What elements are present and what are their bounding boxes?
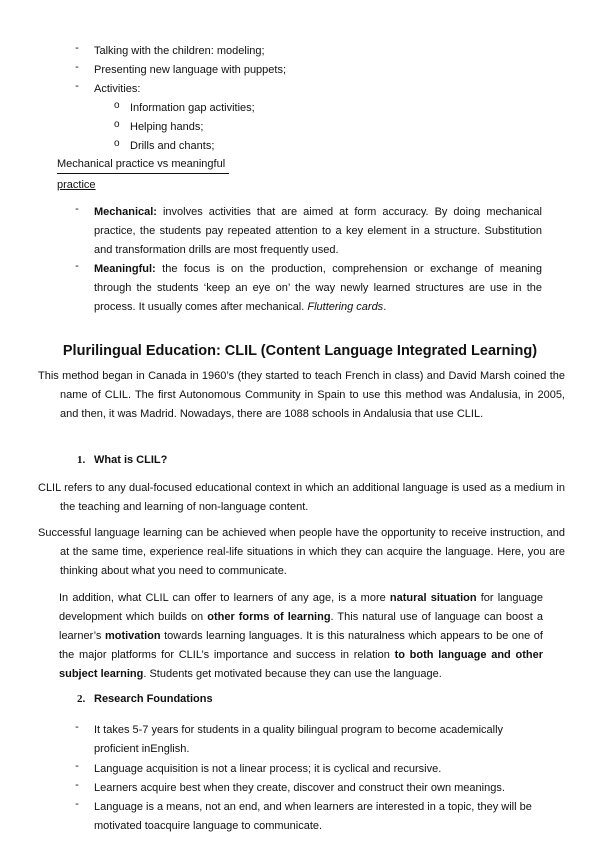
question-number: 2. <box>77 693 86 705</box>
question-title: Research Foundations <box>94 693 213 705</box>
meaningful-item <box>94 260 542 317</box>
addition-text-4: towards learning languages. It is this naturalness which appears to be one of the major platforms for CLIL’s importance and success in relation <box>59 630 543 661</box>
question-title: What is CLIL? <box>94 454 168 466</box>
intro-paragraph: This method began in Canada in 1960’s (they started to teach French in class) and David Marsh coined the name of CLIL. The first Autonomous Community in Spain to use this method was Andalusia, in 2005, and then, it was Madrid. Nowadays, there are 1088 schools in Andalusia that use CLIL. <box>38 370 565 420</box>
bullet-dash-icon: - <box>75 203 79 215</box>
research-item: It takes 5-7 years for students in a quality bilingual program to become academically proficient inEnglish. <box>94 724 504 755</box>
research-item: Learners acquire best when they create, discover and construct their own meanings. <box>94 782 505 794</box>
bullet-dash-icon: - <box>75 721 79 733</box>
list-item: Talking with the children: modeling; <box>94 45 265 57</box>
bullet-dash-icon: - <box>75 260 79 272</box>
section-title: Plurilingual Education: CLIL (Content Language Integrated Learning) <box>62 343 538 359</box>
addition-paragraph <box>59 589 543 684</box>
bullet-dash-icon: - <box>75 80 79 92</box>
addition-text-2: for language development which builds on <box>59 592 543 623</box>
addition-bold-3: motivation <box>104 630 161 642</box>
addition-bold-4: to both language and other subject learning <box>59 649 543 680</box>
subheading-line1: Mechanical practice vs meaningful <box>57 156 229 174</box>
meaningful-text: the focus is on the production, comprehension or exchange of meaning through the students ‘keep an eye on’ the way newly learned structures are use in the process. It usually comes after mechanical. <box>94 263 542 313</box>
addition-text-1: In addition, what CLIL can offer to learners of any age, is a more <box>59 592 386 604</box>
subheading-line2: practice <box>57 179 96 191</box>
meaningful-end: . <box>383 301 387 313</box>
bullet-dash-icon: - <box>75 42 79 54</box>
sub-list-item: Helping hands; <box>130 121 204 133</box>
mechanical-label: Mechanical: <box>94 206 157 218</box>
addition-text-5: . Students get motivated because they can use the language. <box>143 668 442 680</box>
bullet-dash-icon: - <box>75 779 79 791</box>
sub-list-item: Information gap activities; <box>130 102 255 114</box>
bullet-dash-icon: - <box>75 61 79 73</box>
mechanical-text: involves activities that are aimed at form accuracy. By doing mechanical practice, the students pay repeated attention to a key element in a structure. Substitution and transformation drills are most frequently used. <box>94 206 542 256</box>
list-item: Activities: <box>94 83 141 95</box>
addition-bold-2: other forms of learning <box>207 611 331 623</box>
bullet-circle-icon: o <box>114 100 120 111</box>
meaningful-italic: Fluttering cards <box>307 301 384 313</box>
list-item: Presenting new language with puppets; <box>94 64 287 76</box>
bullet-circle-icon: o <box>114 138 120 149</box>
mechanical-item <box>94 203 542 260</box>
meaningful-label: Meaningful: <box>94 263 156 275</box>
bullet-dash-icon: - <box>75 798 79 810</box>
question-number: 1. <box>77 454 86 466</box>
clil-definition: CLIL refers to any dual-focused educational context in which an additional language is used as a medium in the teaching and learning of non-language content. <box>38 482 565 513</box>
research-item: Language is a means, not an end, and when learners are interested in a topic, they will be motivated toacquire language to communicate. <box>94 801 532 832</box>
addition-text-3: . This natural use of language can boost a learner’s <box>59 611 543 642</box>
sub-list-item: Drills and chants; <box>130 140 215 152</box>
research-item: Language acquisition is not a linear process; it is cyclical and recursive. <box>94 763 442 775</box>
success-paragraph: Successful language learning can be achieved when people have the opportunity to receive instruction, and at the same time, experience real-life situations in which they can acquire the language. Here, you are thinking about what you need to communicate. <box>38 527 565 577</box>
bullet-dash-icon: - <box>75 760 79 772</box>
bullet-circle-icon: o <box>114 119 120 130</box>
addition-bold-1: natural situation <box>389 592 477 604</box>
